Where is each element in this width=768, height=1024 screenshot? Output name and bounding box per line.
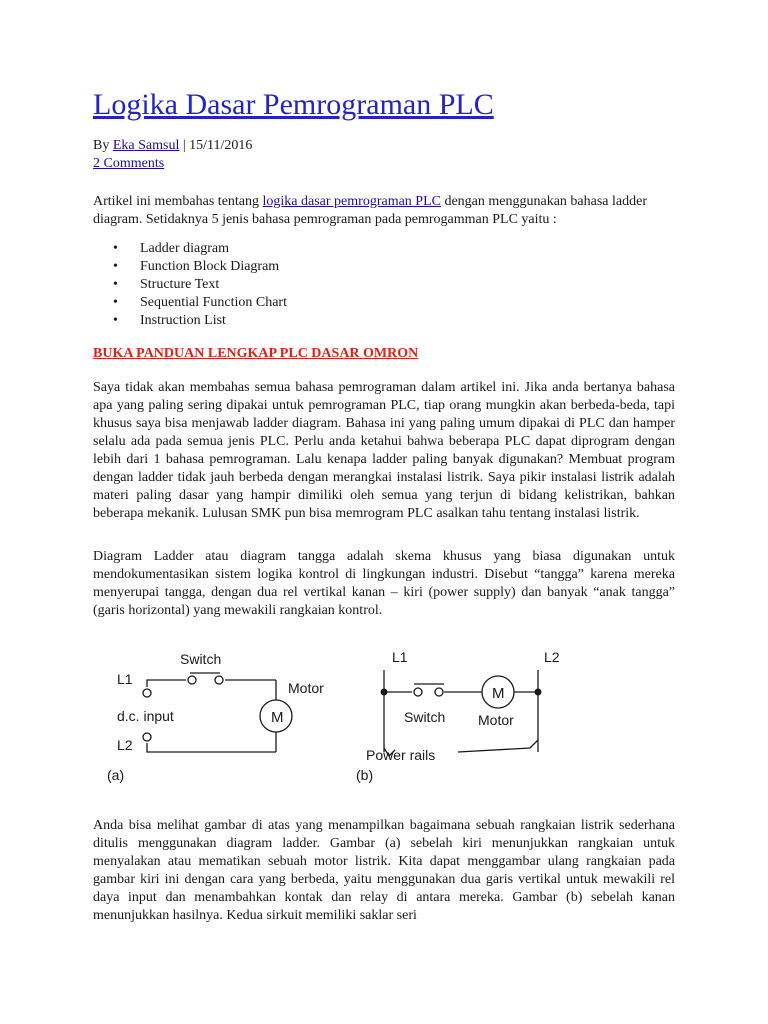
circuit-b-labels [356,649,560,783]
body-paragraph-2: Saya tidak akan membahas semua bahasa pemrograman dalam artikel ini. Jika anda bertanya bahasa apa yang paling sering dipakai untuk pemrograman PLC, tiap orang mungkin akan berbeda-beda, tapi khusus saya bisa menjawab ladder diagram. Bahasa ini yang paling umum dipakai di PLC dan hamper selalu ada pada semua jenis PLC. Perlu anda ketahui bahwa beberapa PLC dapat diprogram dengan lebih dari 1 bahasa pemrograman. Lalu kenapa ladder paling banyak digunakan? Membuat program dengan ladder tidak jauh berbeda dengan merangkai instalasi listrik. Saya pikir instalasi listrik adalah materi paling dasar yang hampir dimiliki oleh semua yang terjun di bidang kelistrikan, bahkan beberapa mekanik. Lulusan SMK pun bisa memrogram PLC asalkan tahu tentang instalasi listrik. [93,380,675,521]
post-date: 15/11/2016 [189,138,253,153]
list-item-label: Function Block Diagram [140,259,280,274]
l2-label: L2 [117,737,133,753]
byline [93,137,252,155]
motor-label: Motor [478,712,514,728]
body-paragraph-3: Diagram Ladder atau diagram tangga adalah skema khusus yang biasa digunakan untuk mendokumentasikan sistem logika kontrol di lingkungan industri. Disebut “tangga” karena mereka menyerupai tangga, dengan dua rel vertikal kanan – kiri (power supply) dan banyak “anak tangga” (garis horizontal) yang mewakili rangkaian kontrol. [93,549,675,618]
caption-a: (a) [107,767,125,783]
intro-text-start: Artikel ini membahas tentang [93,194,263,209]
motor-symbol-label: M [492,685,505,702]
bullet-icon: • [113,313,118,328]
bullet-icon: • [113,295,118,310]
ladder-diagram-figure [98,640,598,790]
list-item [113,312,287,330]
l1-label: L1 [117,671,133,687]
l2-label: L2 [544,649,560,665]
list-item [113,276,287,294]
caption-b: (b) [356,767,374,783]
motor-symbol-label: M [271,709,284,726]
comments-row [93,155,164,173]
byline-separator: | [179,138,190,153]
intro-text-end: dengan menggunakan bahasa ladder diagram. Setidaknya 5 jenis bahasa pemrograman pada pemrogamman PLC yaitu : [93,194,647,227]
omron-guide-link[interactable]: BUKA PANDUAN LENGKAP PLC DASAR OMRON [93,346,419,361]
bullet-icon: • [113,277,118,292]
article-title [93,86,494,124]
language-list [113,240,287,330]
power-rails-label: Power rails [366,747,436,763]
switch-label: Switch [180,651,222,667]
article-title-link[interactable]: Logika Dasar Pemrograman PLC [93,88,494,121]
list-item [113,258,287,276]
ladder-diagram-svg [98,640,598,790]
bullet-icon: • [113,259,118,274]
list-item-label: Instruction List [140,313,226,328]
byline-prefix: By [93,138,113,153]
intro-topic-link[interactable]: logika dasar pemrograman PLC [262,194,441,209]
list-item [113,240,287,258]
switch-label: Switch [404,709,446,725]
list-item-label: Ladder diagram [140,241,230,256]
author-link[interactable]: Eka Samsul [112,138,180,153]
bullet-icon: • [113,241,118,256]
dc-input-label: d.c. input [117,708,174,724]
intro-paragraph [93,193,675,229]
list-item-label: Structure Text [140,277,220,292]
list-item-label: Sequential Function Chart [140,295,287,310]
motor-label: Motor [288,680,324,696]
comments-link[interactable]: 2 Comments [93,156,165,171]
l1-label: L1 [392,649,408,665]
body-paragraph-4: Anda bisa melihat gambar di atas yang menampilkan bagaimana sebuah rangkaian listrik sederhana ditulis menggunakan diagram ladder. Gambar (a) sebelah kiri menunjukkan rangkaian untuk menyalakan atau mematikan sebuah motor listrik. Kita dapat menggambar ulang rangkaian pada gambar kiri ini dengan cara yang berbeda, yaitu menggunakan dua garis vertikal untuk mewakili rel daya input dan menambahkan kontak dan relay di antara mereka. Gambar (b) sebelah kanan menunjukkan hasilnya. Kedua sirkuit memiliki saklar seri [93,818,675,923]
list-item [113,294,287,312]
